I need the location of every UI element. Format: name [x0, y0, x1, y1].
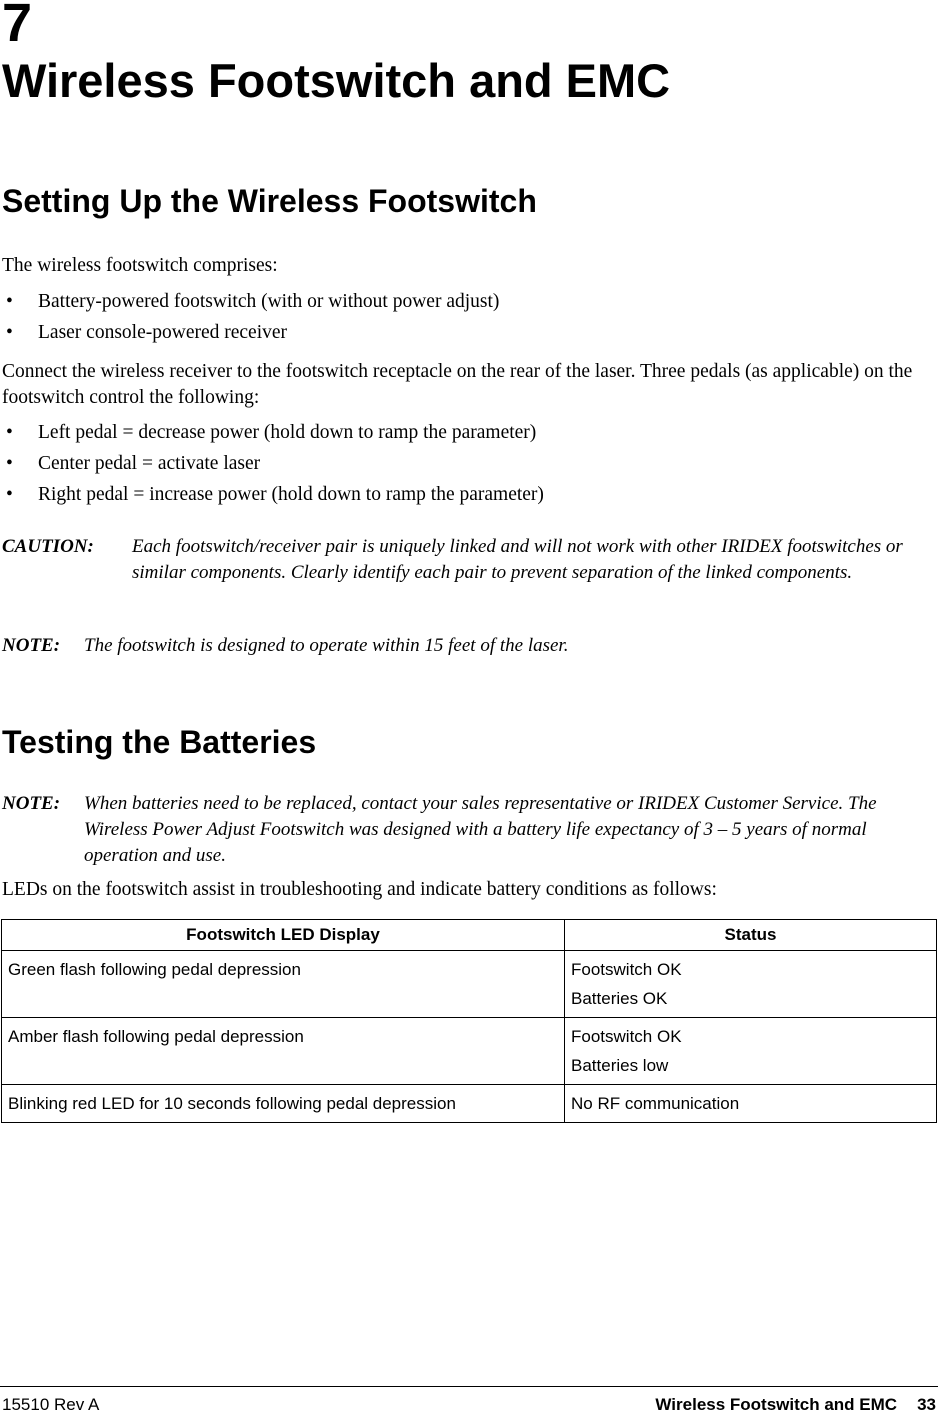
note-block-batteries [2, 791, 936, 871]
chapter-title: Wireless Footswitch and EMC [2, 54, 671, 107]
table-row [2, 1018, 937, 1085]
section-heading-setup: Setting Up the Wireless Footswitch [2, 183, 537, 219]
cell-text: Batteries OK [571, 989, 668, 1008]
chapter-number: 7 [2, 0, 33, 53]
section-heading-batteries: Testing the Batteries [2, 724, 317, 760]
cell-text: Batteries low [571, 1056, 669, 1075]
status-cell [565, 951, 937, 1018]
connect-paragraph: Connect the wireless receiver to the footswitch receptacle on the rear of the laser. Three pedals (as applicable) on the footswitch control the following: [2, 361, 913, 408]
column-header-status: Status [565, 920, 937, 951]
cell-text: Green flash following pedal depression [8, 960, 301, 979]
cell-text: Blinking red LED for 10 seconds following pedal depression [8, 1094, 456, 1113]
list-item-text: Battery-powered footswitch (with or without power adjust) [38, 291, 500, 312]
footer-chapter-title: Wireless Footswitch and EMC [655, 1395, 898, 1414]
cell-text: Amber flash following pedal depression [8, 1027, 304, 1046]
table-row [2, 1085, 937, 1123]
bullet-icon: • [6, 453, 13, 474]
column-header-display: Footswitch LED Display [2, 920, 565, 951]
table-row [2, 951, 937, 1018]
led-display-cell [2, 1085, 565, 1123]
note-label: NOTE: [2, 635, 61, 656]
note-label: NOTE: [2, 793, 61, 814]
note-block [2, 633, 936, 661]
list-item-text: Center pedal = activate laser [38, 453, 261, 474]
table-header-row [2, 920, 937, 951]
bullet-icon: • [6, 291, 13, 312]
note-text: The footswitch is designed to operate within 15 feet of the laser. [84, 635, 569, 656]
components-intro: The wireless footswitch comprises: [2, 255, 278, 276]
caution-block [2, 534, 936, 614]
bullet-icon: • [6, 322, 13, 343]
cell-text: Footswitch OK [571, 960, 682, 979]
led-display-cell [2, 951, 565, 1018]
list-item-text: Left pedal = decrease power (hold down to ramp the parameter) [38, 422, 537, 443]
page-number: 33 [917, 1395, 936, 1414]
footer-doc-id: 15510 Rev A [2, 1395, 100, 1414]
footer-running-title [655, 1394, 936, 1416]
list-item-text: Right pedal = increase power (hold down to ramp the parameter) [38, 484, 544, 505]
led-status-table [1, 919, 937, 1123]
status-cell [565, 1085, 937, 1123]
list-item-text: Laser console-powered receiver [38, 322, 288, 343]
footer-divider [0, 1386, 938, 1387]
caution-text: Each footswitch/receiver pair is uniquely linked and will not work with other IRIDEX footswitches or similar components. Clearly identify each pair to prevent separation of the linked components. [132, 536, 903, 583]
status-cell [565, 1018, 937, 1085]
bullet-icon: • [6, 484, 13, 505]
cell-text: Footswitch OK [571, 1027, 682, 1046]
cell-text: No RF communication [571, 1094, 740, 1113]
bullet-icon: • [6, 422, 13, 443]
caution-label: CAUTION: [2, 536, 94, 557]
led-display-cell [2, 1018, 565, 1085]
leds-paragraph: LEDs on the footswitch assist in troubleshooting and indicate battery conditions as follows: [2, 879, 717, 900]
note-text: When batteries need to be replaced, contact your sales representative or IRIDEX Customer Service. The Wireless Power Adjust Footswitch was designed with a battery life expectancy of 3 – 5 years of normal operation and use. [84, 793, 877, 866]
